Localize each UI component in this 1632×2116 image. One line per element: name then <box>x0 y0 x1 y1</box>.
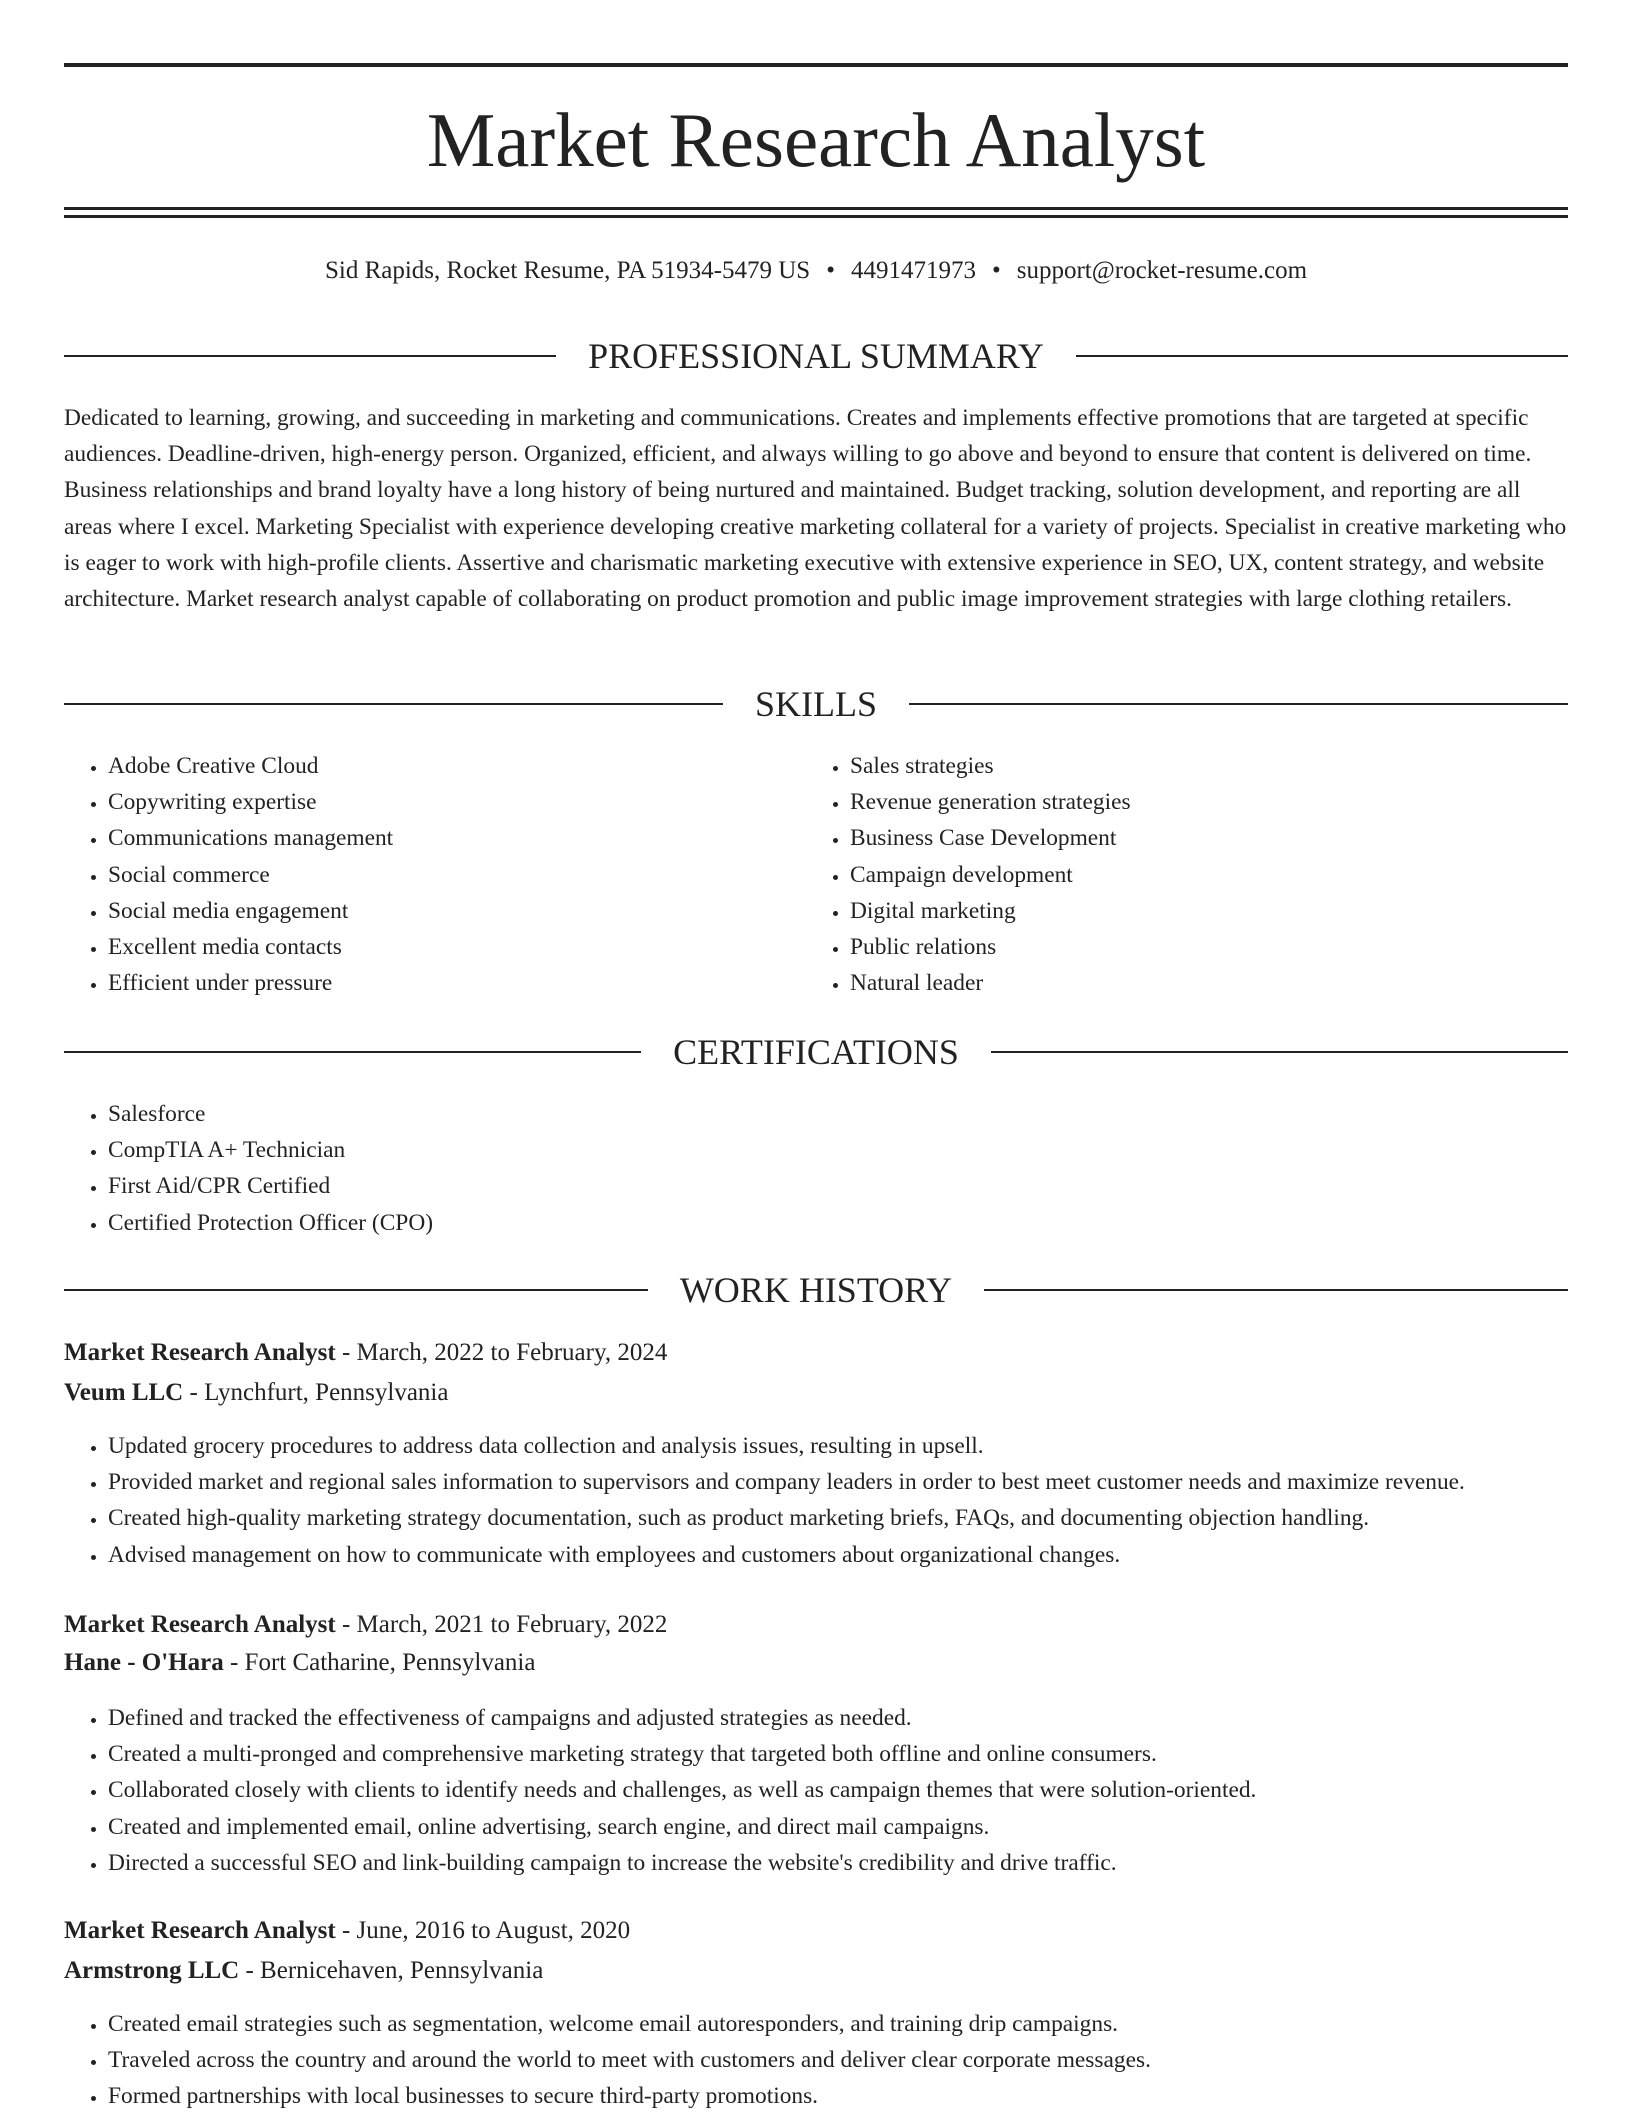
section-divider-line <box>991 1051 1568 1053</box>
job-bullet: • Formed partnerships with local businesses to secure third-party promotions. <box>108 2078 1628 2114</box>
job-bullet: • Collaborated closely with clients to identify needs and challenges, as well as campaign themes that were solution-oriented. <box>108 1772 1628 1808</box>
skills-heading: SKILLS <box>755 684 878 724</box>
job-dates: - March, 2022 to February, 2024 <box>341 1339 668 1366</box>
section-divider-line <box>984 1289 1568 1291</box>
section-divider-line <box>64 703 723 705</box>
summary-text: Dedicated to learning, growing, and succeeding in marketing and communications. Creates and implements effective promotions that are targeted at specific audiences. Deadline-driven, high-energy person. Organized, efficient, and always willing to go above and beyond to ensure that content is delivered on time. Business relationships and brand loyalty have a long history of being nurtured and maintained. Budget tracking, solution development, and reporting are all areas where I excel. Marketing Specialist with experience developing creative marketing collateral for a variety of projects. Specialist in creative marketing who is eager to work with high-profile clients. Assertive and charismatic marketing executive with extensive experience in SEO, UX, content strategy, and website architecture. Market research analyst capable of collaborating on product promotion and public image improvement strategies with large clothing retailers. <box>64 405 1567 613</box>
summary-section-header <box>64 334 1568 378</box>
skill-item: • Social commerce <box>108 857 808 893</box>
job-title-line <box>64 1336 667 1370</box>
skill-item: • Digital marketing <box>850 893 1550 929</box>
skill-item: • Revenue generation strategies <box>850 784 1550 820</box>
skill-item: • Campaign development <box>850 857 1550 893</box>
job-bullet: • Created high-quality marketing strategy documentation, such as product marketing briefs, FAQs, and documenting objection handling. <box>108 1500 1628 1536</box>
job-bullets <box>64 2006 1628 2115</box>
skill-item: • Public relations <box>850 929 1550 965</box>
certifications-section-header <box>64 1030 1568 1074</box>
job-dates: - March, 2021 to February, 2022 <box>341 1611 668 1638</box>
certifications-list <box>64 1096 1608 1241</box>
job-bullet: • Defined and tracked the effectiveness of campaigns and adjusted strategies as needed. <box>108 1700 1628 1736</box>
skill-item: • Business Case Development <box>850 820 1550 856</box>
job-company-line <box>64 1954 543 1988</box>
job-location: - Fort Catharine, Pennsylvania <box>229 1649 536 1676</box>
job-company-line <box>64 1646 535 1680</box>
skill-item: • Copywriting expertise <box>108 784 808 820</box>
job-bullet: • Created email strategies such as segmentation, welcome email autoresponders, and training drip campaigns. <box>108 2006 1628 2042</box>
skill-item: • Natural leader <box>850 965 1550 1001</box>
certification-item: • Certified Protection Officer (CPO) <box>108 1205 1608 1241</box>
resume-title: Market Research Analyst <box>426 97 1206 183</box>
skill-item: • Sales strategies <box>850 748 1550 784</box>
skills-list-left <box>64 748 808 1001</box>
contact-email: support@rocket-resume.com <box>1016 257 1308 284</box>
skills-section-header <box>64 682 1568 726</box>
job-bullet: • Directed a successful SEO and link-building campaign to increase the website's credibility and drive traffic. <box>108 1845 1628 1881</box>
job-title: Market Research Analyst <box>64 1339 336 1366</box>
skill-item: • Efficient under pressure <box>108 965 808 1001</box>
job-company: Armstrong LLC <box>64 1957 240 1984</box>
job-bullet: • Traveled across the country and around the world to meet with customers and deliver clear corporate messages. <box>108 2042 1628 2078</box>
job-bullet: • Created a multi-pronged and comprehensive marketing strategy that targeted both offline and online consumers. <box>108 1736 1628 1772</box>
header-top-rule <box>64 63 1568 67</box>
section-divider-line <box>909 703 1568 705</box>
certifications-heading: CERTIFICATIONS <box>673 1032 959 1072</box>
section-divider-line <box>64 355 556 357</box>
job-bullets <box>64 1428 1628 1573</box>
job-location: - Lynchfurt, Pennsylvania <box>189 1379 449 1406</box>
job-title-line <box>64 1608 667 1642</box>
contact-address: Sid Rapids, Rocket Resume, PA 51934-5479 US <box>324 257 811 284</box>
skill-item: • Communications management <box>108 820 808 856</box>
contact-separator: • <box>991 257 1001 284</box>
job-bullets <box>64 1700 1628 1881</box>
summary-heading: PROFESSIONAL SUMMARY <box>588 336 1044 376</box>
header-double-rule-top <box>64 207 1568 210</box>
job-dates: - June, 2016 to August, 2020 <box>341 1917 631 1944</box>
skill-item: • Excellent media contacts <box>108 929 808 965</box>
section-divider-line <box>1076 355 1568 357</box>
contact-phone: 4491471973 <box>850 257 976 284</box>
job-bullet: • Provided market and regional sales information to supervisors and company leaders in order to best meet customer needs and maximize revenue. <box>108 1464 1628 1500</box>
job-bullet: • Advised management on how to communicate with employees and customers about organizational changes. <box>108 1537 1628 1573</box>
work-history-heading: WORK HISTORY <box>679 1270 953 1310</box>
contact-line <box>0 254 1632 288</box>
job-bullet: • Created and implemented email, online advertising, search engine, and direct mail campaigns. <box>108 1809 1628 1845</box>
job-company: Veum LLC <box>64 1379 184 1406</box>
section-divider-line <box>64 1051 641 1053</box>
job-company: Hane - O'Hara <box>64 1649 224 1676</box>
work-history-section-header <box>64 1268 1568 1312</box>
job-title: Market Research Analyst <box>64 1611 336 1638</box>
certification-item: • First Aid/CPR Certified <box>108 1168 1608 1204</box>
skill-item: • Social media engagement <box>108 893 808 929</box>
job-title: Market Research Analyst <box>64 1917 336 1944</box>
certification-item: • CompTIA A+ Technician <box>108 1132 1608 1168</box>
contact-separator: • <box>826 257 835 284</box>
certification-item: • Salesforce <box>108 1096 1608 1132</box>
skill-item: • Adobe Creative Cloud <box>108 748 808 784</box>
section-divider-line <box>64 1289 648 1291</box>
job-company-line <box>64 1376 448 1410</box>
job-location: - Bernicehaven, Pennsylvania <box>245 1957 544 1984</box>
skills-list-right <box>806 748 1550 1001</box>
header-double-rule-bottom <box>64 215 1568 218</box>
job-title-line <box>64 1914 630 1948</box>
job-bullet: • Updated grocery procedures to address data collection and analysis issues, resulting in upsell. <box>108 1428 1628 1464</box>
